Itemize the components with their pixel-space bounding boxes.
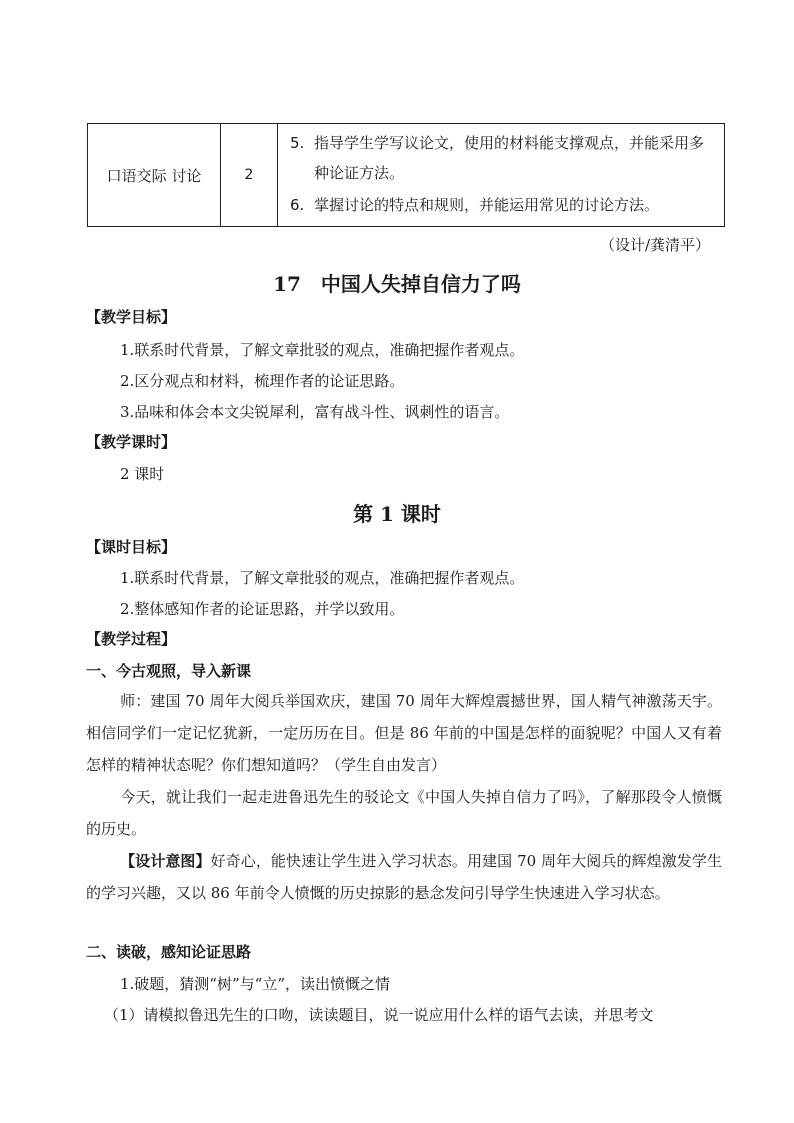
step-heading: 1.破题，猜测“树”与“立”，读出愤慨之情 — [120, 975, 390, 993]
section-heading: 二、读破，感知论证思路 — [86, 943, 252, 961]
list-item — [286, 128, 716, 188]
teaching-goal-item: 3.品味和体会本文尖锐犀利，富有战斗性、讽刺性的语言。 — [120, 403, 510, 421]
designer-credit: （设计/龚清平） — [599, 236, 710, 254]
paragraph-text: 今天，就让我们一起走进鲁迅先生的驳论文《中国人失掉自信力了吗》，了解那段令人愤慨的历史。 — [86, 788, 722, 838]
section-heading: 一、今古观照，导入新课 — [86, 662, 252, 680]
period-title: 第 1 课时 — [353, 502, 441, 526]
period-goal-item: 1.联系时代背景，了解文章批驳的观点，准确把握作者观点。 — [120, 569, 525, 587]
objectives-table — [87, 123, 725, 227]
step-sub-item: （1）请模拟鲁迅先生的口吻，读读题目，说一说应用什么样的语气去读，并思考文 — [104, 1006, 654, 1024]
objectives-cell — [278, 124, 725, 227]
class-hours-heading: 【教学课时】 — [86, 433, 177, 451]
teaching-goal-item: 1.联系时代背景，了解文章批驳的观点，准确把握作者观点。 — [120, 341, 525, 359]
hours-cell: 2 — [221, 124, 278, 227]
item-number: 6. — [290, 196, 305, 214]
process-heading: 【教学过程】 — [86, 630, 177, 648]
class-hours-value: 2 课时 — [120, 465, 165, 483]
teaching-goals-heading: 【教学目标】 — [86, 308, 177, 326]
teaching-goal-item: 2.区分观点和材料，梳理作者的论证思路。 — [120, 372, 405, 390]
design-intent-label: 【设计意图】 — [120, 852, 211, 870]
table-row — [88, 124, 725, 227]
list-item — [286, 190, 716, 220]
period-goal-item: 2.整体感知作者的论证思路，并学以致用。 — [120, 600, 405, 618]
lesson-title: 17 中国人失掉自信力了吗 — [273, 272, 521, 296]
item-text: 指导学生学写议论文，使用的材料能支撑观点，并能采用多种论证方法。 — [314, 134, 705, 182]
design-intent-text: 好奇心，能快速让学生进入学习状态。用建国 70 周年大阅兵的辉煌激发学生的学习兴趣，又以 86 年前令人愤慨的历史掠影的悬念发问引导学生快速进入学习状态。 — [86, 852, 722, 902]
period-goals-heading: 【课时目标】 — [86, 538, 177, 556]
paragraph — [86, 685, 722, 781]
category-cell: 口语交际 讨论 — [88, 124, 221, 227]
item-number: 5. — [290, 134, 305, 152]
design-intent — [86, 845, 722, 909]
item-text: 掌握讨论的特点和规则，并能运用常见的讨论方法。 — [314, 196, 660, 214]
paragraph — [86, 781, 722, 845]
paragraph-text: 师：建国 70 周年大阅兵举国欢庆，建国 70 周年大辉煌震撼世界，国人精气神激荡天宇。相信同学们一定记忆犹新，一定历历在目。但是 86 年前的中国是怎样的面貌呢？中国人又有着怎样的精神状态呢？你们想知道吗？（学生自由发言） — [86, 692, 722, 774]
